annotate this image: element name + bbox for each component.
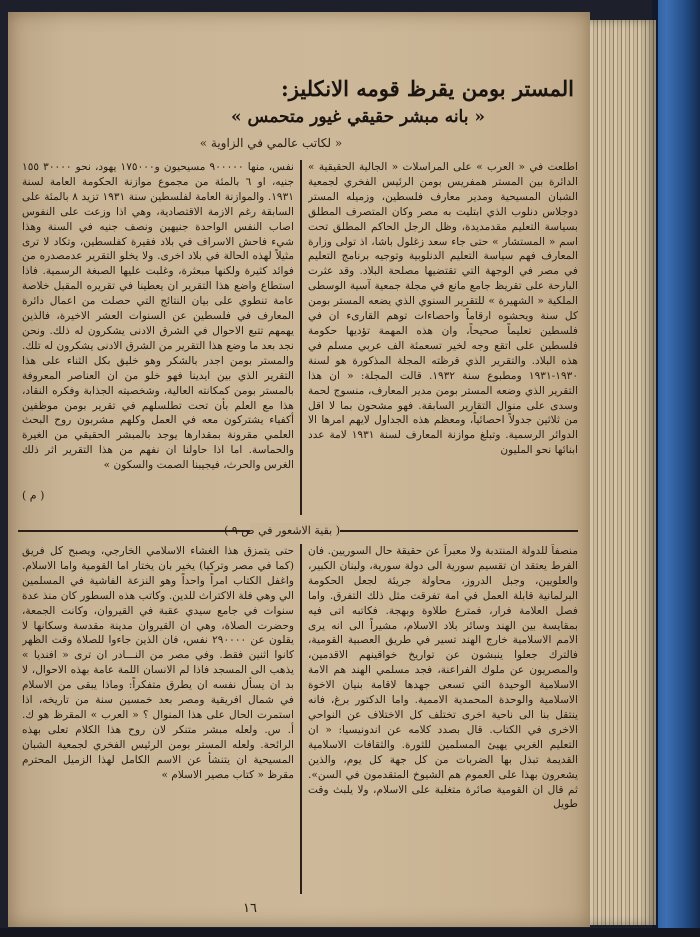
lower-column-right: منصفاً للدولة المنتدبة ولا معبراً عن حقيقة حال السوريين. فان الفرط يعتقد ان تقسيم سورية الى دولة سورية، ولبنان الكبير، والعلويين، وجبل الدروز، محاولة جريئة لجعل الحكومة البرلمانية قابلة العمل في امة تفرقت مثل ذلك التفرق. واما فصل العلامة فرار، فمترع طلاوة وبهجة. فكاتبه اتى فيه بمقايسة بين الهند وسائر بلاد الاسلام، مشيراً الى انه يرى الامم الاسلامية خارج الهند تسير في طريق العصبية القومية، فالترك جعلوا ينبشون عن تواريخ خواقينهم الاقدمين، والمصريون عن ملوك الفراعنة، فجد مسلمي الهند هم الامة الاسلامية الوحيدة التي تسعى جهدها لاقامة بنيان الاخوة الاسلامية والوحدة المحمدية الاممية. واما الدكتور برغ، فانه ينتقل بنا الى ناحية اخرى تختلف كل الاختلاف عن النواحي الاخرى في الكتاب. قال بصدد كلامه عن اندونيسيا: « ان التعليم الغربي يهيئ المسلمين للثورة. والثقافات الاسلامية القديمة تبذل بها الضربات من كل جهة كل يوم، والذين يشعرون بهذا على العموم هم الشيوخ المتقدمون في السن». ثم قال ان القومية صائرة متغلبة على الاسلام، ولا يلبث وقت طويل <box>308 545 578 811</box>
column-divider-lower <box>300 544 302 894</box>
page-edges <box>582 20 656 925</box>
column-divider-upper <box>300 160 302 515</box>
article-subtitle: « بانه مبشر حقيقي غيور متحمس » <box>230 107 486 127</box>
page-number: ١٦ <box>243 901 257 916</box>
article-column-right: اطلعت في « العرب » على المراسلات « الجالية الحقيقية » الدائرة بين المستر همفريس بومن الرئيس الفخري لجمعية الشبان المسيحية ومدير معارف فلسطين، وزميله المستر دوجلاس دنلوب الذي ابتليت به مصر وكان المتصرف المطلق بسياسة التعليم مقدمديدة، وظل الرجل الحاكم المطلق تحت اسم « المستشار » حتى جاء سعد زغلول باشا، اذ تولى وزارة المعارف فهم سياسة التعليم الدنلوبية وتوجيه برنامج التعليم في مصر في الوجهة التي تقتضيها مصلحة البلاد. وقد عثرت البارحة على تقريظ جامع مانع في مجلة جمعية آسية الوسطى الملكية « الشهيرة » للتقرير السنوي الذي يضعه المستر بومن كل سنة ويحشوه ارقاماً واحصاءات توهم القارىء ان في فلسطين تعليماً صحيحاً، وان هذه المهمة تؤديها حكومة فلسطين على اتقع وجه لخير تسعمئة الف عربي مسلم في هذه البلاد. والتقرير الذي قرظته المجلة المذكورة هو لسنة ١٩٣٠-١٩٣١ ومطبوع سنة ١٩٣٢. قالت المجلة: « ان هذا التقرير الذي وضعه المستر بومن مدير المعارف، منسوج لحمة وسدى على منوال التقارير السابقة. فهو مشحون بما لا اقل من ثلاثين جدولاً احصائياً، ومعظم هذه الجداول لايهم امرها الا الدوائر الرسمية. وتبلغ موازنة المعارف لسنة ١٩٣١ لامة عدد ابنائها نحو المليون <box>308 161 578 457</box>
article-title: المستر بومن يقرظ قومه الانكليز: <box>281 76 574 101</box>
book-cover <box>652 0 700 937</box>
article-signature: ( م ) <box>22 489 45 502</box>
continued-label: ( بقية الاشعور في ص ٩ ) <box>224 524 340 537</box>
bottom-shadow <box>0 928 700 937</box>
article-column-left: نفس، منها ٩٠٠٠٠٠ مسيحيون و١٧٥٠٠٠ يهود، نحو ٣٠٠٠٠ ١٥٥ جنيه، او ٦ بالمئة من مجموع موازنة الحكومة العامة لسنة ١٩٣١. والموازنة العامة لفلسطين سنة ١٩٣١ تزيد ٨ بالمئة على السابقة رغم الازمة الاقتصادية، وهي اذا وزعت على النفوس اصاب النفس الواحدة جنيهين ونصف جنيه في السنة وهذا شيء فاحش الاسراف في بلاد فقيرة كفلسطين، وتكاد لا ترى مثيلاً لهذه الحالة في بلاد اخرى. ولا يخلو التقرير عدمصدره من فوائد كثيرة ولكنها مبعثرة، وغلبت عليها الصبغة الرسمية. فاذا استطاع واضع هذا التقرير ان يعطينا في تقريره المقبل خلاصة عامة تنطوي على بيان النتائج التي حصلت من اعمال دائرة المعارف في فلسطين عن السنوات العشر الاخيرة، فالذين يهمهم تتبع الاحوال في الشرق الادنى يشكرون له ذلك. ونحن نجد بعد ما وضع هذا التقرير من الشرق الادنى يشكرون له تلك. والمستر بومن اجدر بالشكر وهو خليق بكل الثناء على هذا التقرير الذي بين ايدينا فهو خلو من ان العناصر المعروفة بالمستر بومن كمكانته العالية، وشخصيته الجذابة وفكره النقاد، هذا مع العلم بأن تحت تطلسلهم في تقرير بومن موظفين أكفياء يشتركون معه في العمل وكلهم مشربون روح البحث العلمي مقرونة بمقدارها يوجد بالمبشر الحقيقي من الغيرة والحماسة. اما اذا حاولنا ان نفهم من هذا التقرير اثر ذلك الغرس والحرث، فيجيبنا الصمت والسكون » <box>22 161 294 472</box>
lower-column-left: حتى يتمزق هذا الغشاء الاسلامي الخارجي، ويصبح كل فريق (كما في مصر وتركيا) يخير بان يختار اما القومية واما الاسلام. واغفل الكتاب امراً واحداً وهو النزعة الفاشية في المسلمين الي وهي فلة الاكتراث للدين. وكاتب هذه السطور كان منذ عدة سنوات في جامع سيدي عقبة في القيروان، وكانت الجمعة، وحضرت الصلاة، وهي ان القيروان مدينة مقدسة وسكانها لا يقلون عن ٢٩٠٠٠٠ نفس، فان الذين جاءوا للصلاة وقت الظهر كانوا اثنين فقط. وفي مصر من النـــادر ان ترى « افنديا » يذهب الى المسجد فاذا لم الانسان اللمة عامة بهذه الاحوال، لا بد ان يسأل نفسه ان يطرق متفكراً: وماذا يبقى من الاسلام في شمال افريقية ومصر بعد خمسين سنة من تاريخه، اذا استمرت الحال على هذا المنوال ؟ « العرب » المقرظ هو ك. أ. س. ولعله مبشر متنكر لان روح هذا الكلام تعلى بهذه الرائحة. ولعله المستر بومن الرئيس الفخري لجمعية الشبان المسيحية ان يتنشأ عن الاسم الكامل لهذا الزميل المحترم مقرظ « كتاب مصير الاسلام » <box>22 545 294 781</box>
article-byline: « لكاتب عالمي في الزاوية » <box>199 136 343 150</box>
